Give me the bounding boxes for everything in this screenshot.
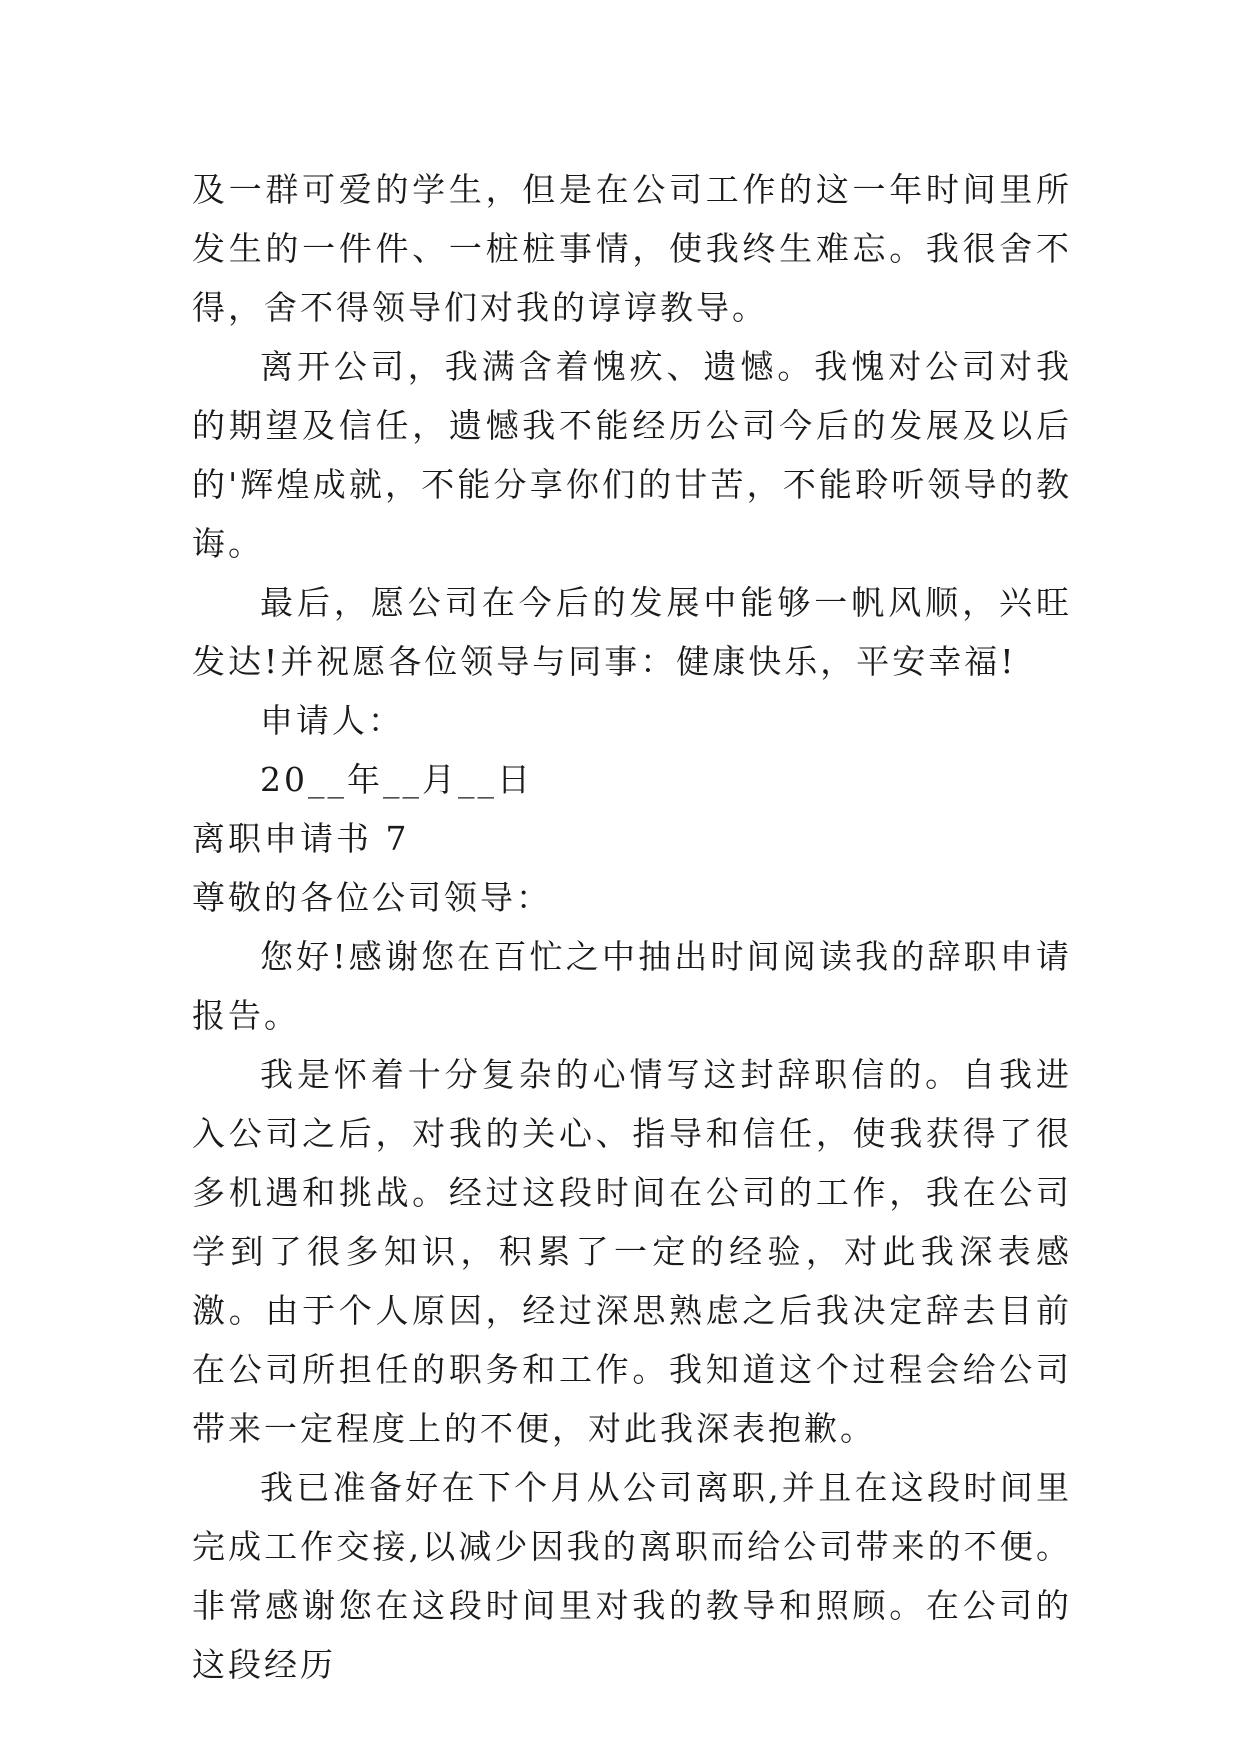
paragraph-greeting: 您好!感谢您在百忙之中抽出时间阅读我的辞职申请报告。	[192, 937, 1072, 1035]
applicant-line: 申请人：	[260, 701, 404, 740]
paragraph-1: 及一群可爱的学生，但是在公司工作的这一年时间里所发生的一件件、一桩桩事情，使我终生难忘。我很舍不得，舍不得领导们对我的谆谆教导。	[192, 170, 1072, 327]
paragraph-3: 最后，愿公司在今后的发展中能够一帆风顺，兴旺发达!并祝愿各位领导与同事：健康快乐，平安幸福!	[192, 583, 1072, 681]
salutation: 尊敬的各位公司领导：	[192, 878, 552, 917]
paragraph-reason: 我是怀着十分复杂的心情写这封辞职信的。自我进入公司之后，对我的关心、指导和信任，使我获得了很多机遇和挑战。经过这段时间在公司的工作，我在公司学到了很多知识，积累了一定的经验，对此我深表感激。由于个人原因，经过深思熟虑之后我决定辞去目前在公司所担任的职务和工作。我知道这个过程会给公司带来一定程度上的不便，对此我深表抱歉。	[192, 1055, 1072, 1448]
date-line: 20__年__月__日	[260, 760, 533, 799]
paragraph-2: 离开公司，我满含着愧疚、遗憾。我愧对公司对我的期望及信任，遗憾我不能经历公司今后的发展及以后的'辉煌成就，不能分享你们的甘苦，不能聆听领导的教诲。	[192, 347, 1072, 563]
section-title: 离职申请书 7	[192, 819, 410, 858]
paragraph-handover: 我已准备好在下个月从公司离职,并且在这段时间里完成工作交接,以减少因我的离职而给公司带来的不便。非常感谢您在这段时间里对我的教导和照顾。在公司的这段经历	[192, 1468, 1072, 1684]
document-body	[192, 160, 1072, 1694]
